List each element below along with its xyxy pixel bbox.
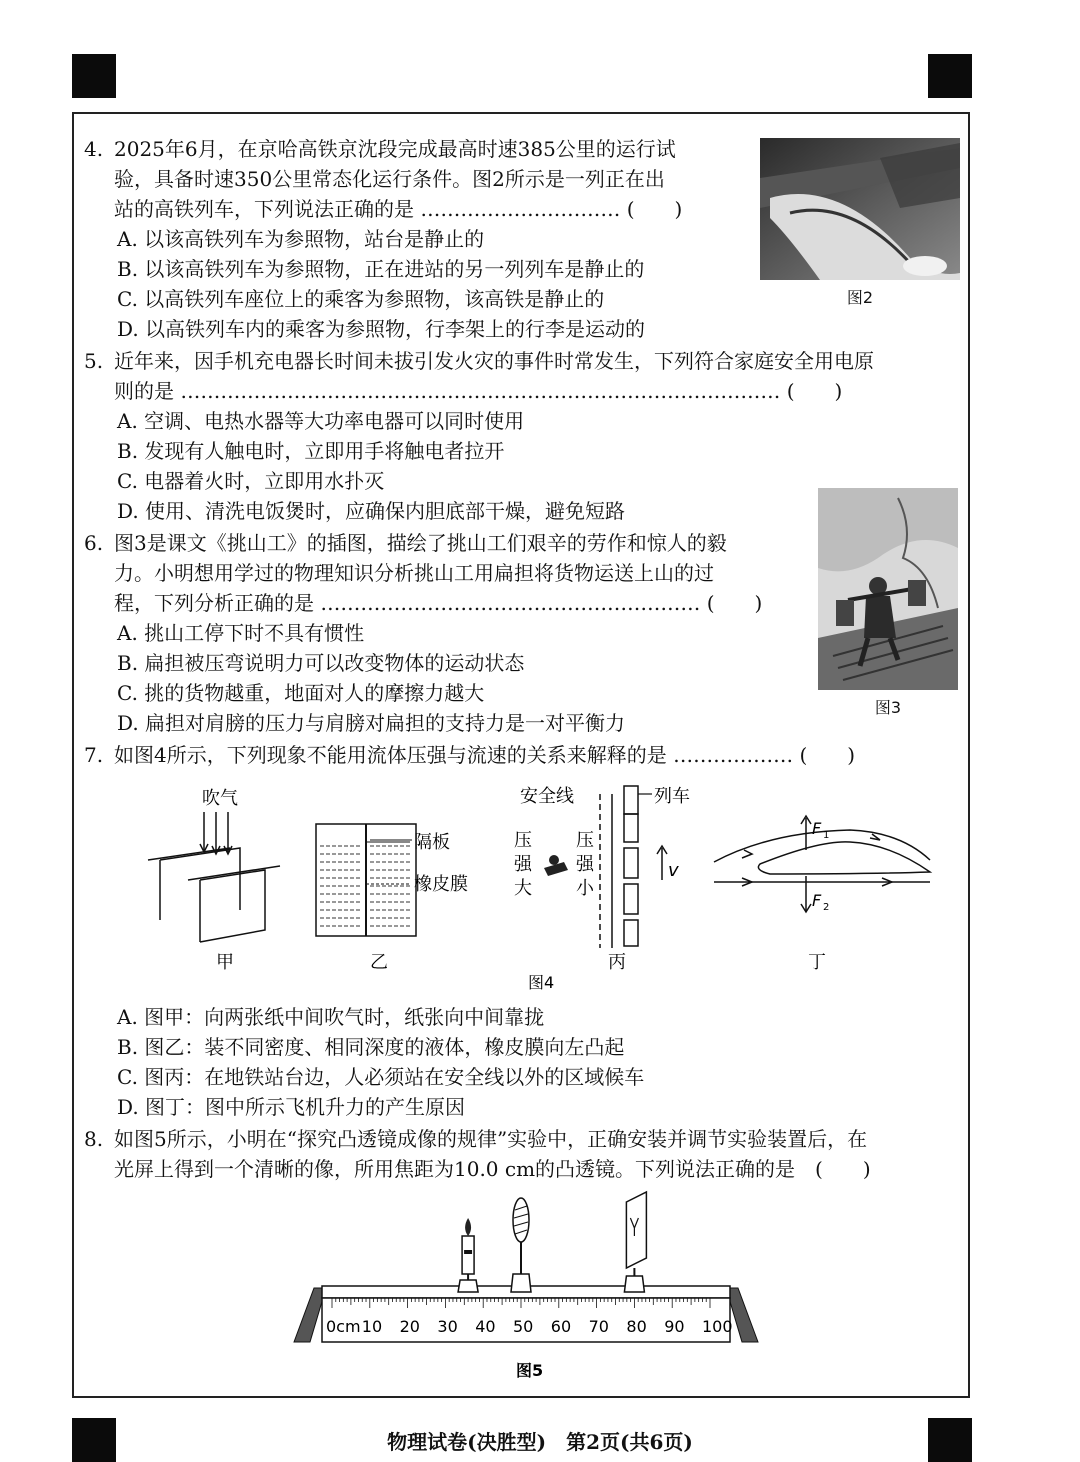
figure-4-ding-label: 丁 — [808, 952, 826, 973]
figure-4-bing-left-char-1: 压 — [514, 830, 532, 851]
q7-stem-line-1: 如图4所示，下列现象不能用流体压强与流速的关系来解释的是 ……………… ( ) — [114, 743, 856, 767]
figure-4-bing-right-char-1: 压 — [576, 830, 594, 851]
q6-option-b[interactable]: B. 扁担被压弯说明力可以改变物体的运动状态 — [117, 651, 525, 675]
q7-option-c[interactable]: C. 图丙：在地铁站台边，人必须站在安全线以外的区域候车 — [117, 1065, 645, 1089]
q7-option-a[interactable]: A. 图甲：向两张纸中间吹气时，纸张向中间靠拢 — [117, 1005, 545, 1029]
figure-4-yi-partition-label: 隔板 — [414, 832, 450, 853]
figure-2-train-photo — [760, 138, 960, 280]
q4-stem-line-1: 2025年6月，在京哈高铁京沈段完成最高时速385公里的运行试 — [114, 137, 676, 161]
q4-option-c[interactable]: C. 以高铁列车座位上的乘客为参照物，该高铁是静止的 — [117, 287, 605, 311]
q5-option-b[interactable]: B. 发现有人触电时，立即用手将触电者拉开 — [117, 439, 505, 463]
q6-stem-line-2: 力。小明想用学过的物理知识分析挑山工用扁担将货物运送上山的过 — [114, 561, 714, 585]
figure-4-bing-train-label: 列车 — [654, 786, 690, 807]
figure-4-ding-f2-subscript: 2 — [823, 902, 830, 913]
figure-4-yi-label: 乙 — [370, 952, 388, 973]
scale-label: 80 — [626, 1317, 647, 1336]
q4-option-a[interactable]: A. 以该高铁列车为参照物，站台是静止的 — [117, 227, 485, 251]
figure-4-bing-person-icon — [544, 855, 568, 876]
scale-label: 50 — [513, 1317, 534, 1336]
q5-stem-line-1: 近年来，因手机充电器长时间未拔引发火灾的事件时常发生，下列符合家庭安全用电原 — [114, 349, 874, 373]
q7-option-d[interactable]: D. 图丁：图中所示飞机升力的产生原因 — [117, 1095, 466, 1119]
figure-3-porter-illustration — [818, 488, 958, 690]
q6-stem-line-3: 程，下列分析正确的是 ………………………………………………… ( ) — [114, 591, 763, 615]
figure-4 — [130, 780, 950, 990]
scale-label: 10 — [361, 1317, 383, 1336]
q4-stem-line-3: 站的高铁列车，下列说法正确的是 ………………………… ( ) — [114, 197, 683, 221]
q5-option-c[interactable]: C. 电器着火时，立即用水扑灭 — [117, 469, 385, 493]
scale-label: 20 — [399, 1317, 420, 1336]
q4-stem-line-2: 验，具备时速350公里常态化运行条件。图2所示是一列正在出 — [114, 167, 665, 191]
q4-number: 4. — [84, 137, 104, 161]
scale-label: 100 — [702, 1317, 733, 1336]
scale-label: 60 — [550, 1317, 572, 1336]
figure-5-candle — [458, 1218, 478, 1292]
q6-number: 6. — [84, 531, 104, 555]
figure-2-caption: 图2 — [846, 288, 874, 307]
figure-4-bing-platform — [514, 786, 690, 948]
figure-5-convex-lens — [511, 1198, 531, 1292]
figure-4-bing-right-char-2: 强 — [576, 854, 594, 875]
registration-mark-top-right — [928, 54, 972, 98]
figure-4-bing-left-char-3: 大 — [514, 878, 532, 899]
registration-mark-top-left — [72, 54, 116, 98]
q6-stem-line-1: 图3是课文《挑山工》的插图，描绘了挑山工们艰辛的劳作和惊人的毅 — [114, 531, 727, 555]
scale-label: 90 — [664, 1317, 685, 1336]
q8-stem-line-1: 如图5所示，小明在“探究凸透镜成像的规律”实验中，正确安装并调节实验装置后，在 — [114, 1127, 868, 1151]
figure-4-ding-f1-subscript: 1 — [823, 830, 830, 841]
figure-4-caption: 图4 — [528, 973, 555, 990]
figure-4-bing-safety-line-label: 安全线 — [520, 786, 574, 807]
q8-stem-line-2: 光屏上得到一个清晰的像，所用焦距为10.0 cm的凸透镜。下列说法正确的是 ( ) — [114, 1157, 871, 1181]
figure-5-optical-bench — [286, 1188, 766, 1388]
figure-3-caption: 图3 — [874, 698, 902, 717]
figure-4-bing-label: 丙 — [608, 952, 626, 973]
figure-4-ding-wing — [714, 816, 930, 913]
scale-label: 30 — [437, 1317, 458, 1336]
q4-option-b[interactable]: B. 以该高铁列车为参照物，正在进站的另一列列车是静止的 — [117, 257, 645, 281]
q5-number: 5. — [84, 349, 104, 373]
figure-4-bing-velocity-label: v — [668, 860, 679, 881]
figure-4-bing-left-char-2: 强 — [514, 854, 532, 875]
figure-4-ding-f2-label: F — [812, 891, 822, 910]
q6-option-c[interactable]: C. 挑的货物越重，地面对人的摩擦力越大 — [117, 681, 485, 705]
figure-4-ding-f1-label: F — [812, 819, 822, 838]
figure-5-light-screen — [624, 1192, 646, 1292]
scale-label: 70 — [588, 1317, 609, 1336]
page-footer: 物理试卷(决胜型) 第2页(共6页) — [387, 1430, 693, 1454]
q7-option-b[interactable]: B. 图乙：装不同密度、相同深度的液体，橡皮膜向左凸起 — [117, 1035, 625, 1059]
q5-option-a[interactable]: A. 空调、电热水器等大功率电器可以同时使用 — [117, 409, 525, 433]
q7-number: 7. — [84, 743, 104, 767]
figure-4-jia-blow-label: 吹气 — [202, 788, 238, 809]
scale-label: 40 — [475, 1317, 496, 1336]
q4-option-d[interactable]: D. 以高铁列车内的乘客为参照物，行李架上的行李是运动的 — [117, 317, 646, 341]
figure-4-yi-membrane-label: 橡皮膜 — [414, 874, 468, 895]
q6-option-d[interactable]: D. 扁担对肩膀的压力与肩膀对扁担的支持力是一对平衡力 — [117, 711, 626, 735]
q6-option-a[interactable]: A. 挑山工停下时不具有惯性 — [117, 621, 365, 645]
q5-stem-line-2: 则的是 ……………………………………………………………………………… ( ) — [114, 379, 843, 403]
q5-option-d[interactable]: D. 使用、清洗电饭煲时，应确保内胆底部干燥，避免短路 — [117, 499, 626, 523]
figure-4-bing-right-char-3: 小 — [576, 878, 594, 899]
figure-5-caption: 图5 — [516, 1361, 544, 1380]
figure-4-yi-container — [316, 824, 468, 936]
figure-4-jia-label: 甲 — [216, 952, 234, 973]
scale-label: 0cm — [326, 1317, 361, 1336]
q8-number: 8. — [84, 1127, 104, 1151]
figure-4-jia-paper-sheets — [148, 788, 280, 942]
